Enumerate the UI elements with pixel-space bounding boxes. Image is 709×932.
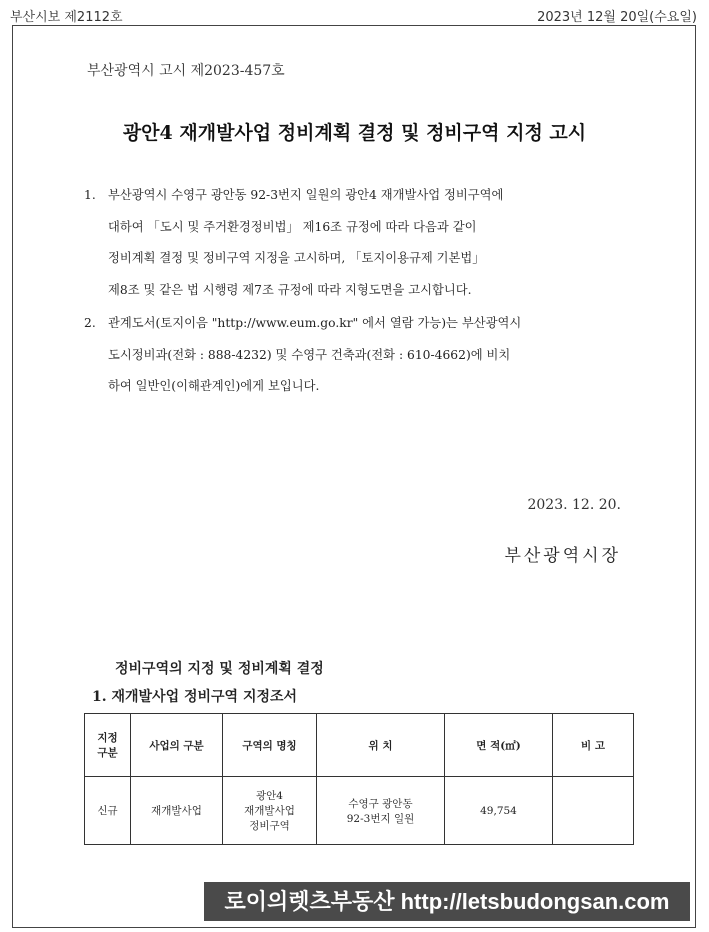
line-text: 관계도서(토지이음 "http://www.eum.go.kr" 에서 열람 가능)는 부산광역시 [108,316,522,330]
page-title: 광안4 재개발사업 정비계획 결정 및 정비구역 지정 고시 [122,122,587,144]
notice-item-2 [84,308,624,403]
table-cell: 신규 [85,777,131,845]
table-header-cell: 사업의 구분 [131,714,223,777]
designation-table [84,713,634,845]
gazette-number: 부산시보 제2112호 [10,10,123,25]
table-cell: 49,754 [445,777,553,845]
table-header-cell: 지정 구분 [85,714,131,777]
table-header-row [85,714,634,777]
section-subtitle: 1. 재개발사업 정비구역 지정조서 [92,689,298,705]
table-cell: 광안4 재개발사업 정비구역 [223,777,317,845]
section-title: 정비구역의 지정 및 정비계획 결정 [115,661,324,677]
table-cell: 수영구 광안동 92-3번지 일원 [317,777,445,845]
notice-item-2-line: 하여 일반인(이해관계인)에게 보입니다. [108,379,320,393]
notice-number: 부산광역시 고시 제2023-457호 [87,63,285,79]
table-header-cell: 비 고 [553,714,634,777]
notice-item-2-line: 도시정비과(전화 : 888-4232) 및 수영구 건축과(전화 : 610-4662)에 비치 [108,347,511,362]
notice-item-1 [84,180,624,306]
gazette-date: 2023년 12월 20일(수요일) [537,10,697,25]
watermark-banner: 로이의렛츠부동산 http://letsbudongsan.com [204,882,690,921]
item-number: 2. [84,316,96,330]
table-cell: 재개발사업 [131,777,223,845]
table-row [85,777,634,845]
notice-item-1-line: 정비계획 결정 및 정비구역 지정을 고시하며, 「토지이용규제 기본법」 [108,251,485,265]
table-header-cell: 면 적(㎡) [445,714,553,777]
notice-item-2-line [84,308,624,340]
notice-item-1-line [84,180,624,212]
table-header-cell: 구역의 명칭 [223,714,317,777]
notice-item-1-line: 대하여 「도시 및 주거환경정비법」 제16조 규정에 따라 다음과 같이 [108,219,477,234]
line-text: 부산광역시 수영구 광안동 92-3번지 일원의 광안4 재개발사업 정비구역에 [108,188,504,202]
issuer-signature: 부산광역시장 [504,546,621,566]
notice-date: 2023. 12. 20. [527,497,621,513]
table-cell [553,777,634,845]
table-header-cell: 위 치 [317,714,445,777]
table-body [85,777,634,845]
notice-item-1-line: 제8조 및 같은 법 시행령 제7조 규정에 따라 지형도면을 고시합니다. [108,282,472,297]
item-number: 1. [84,188,96,202]
